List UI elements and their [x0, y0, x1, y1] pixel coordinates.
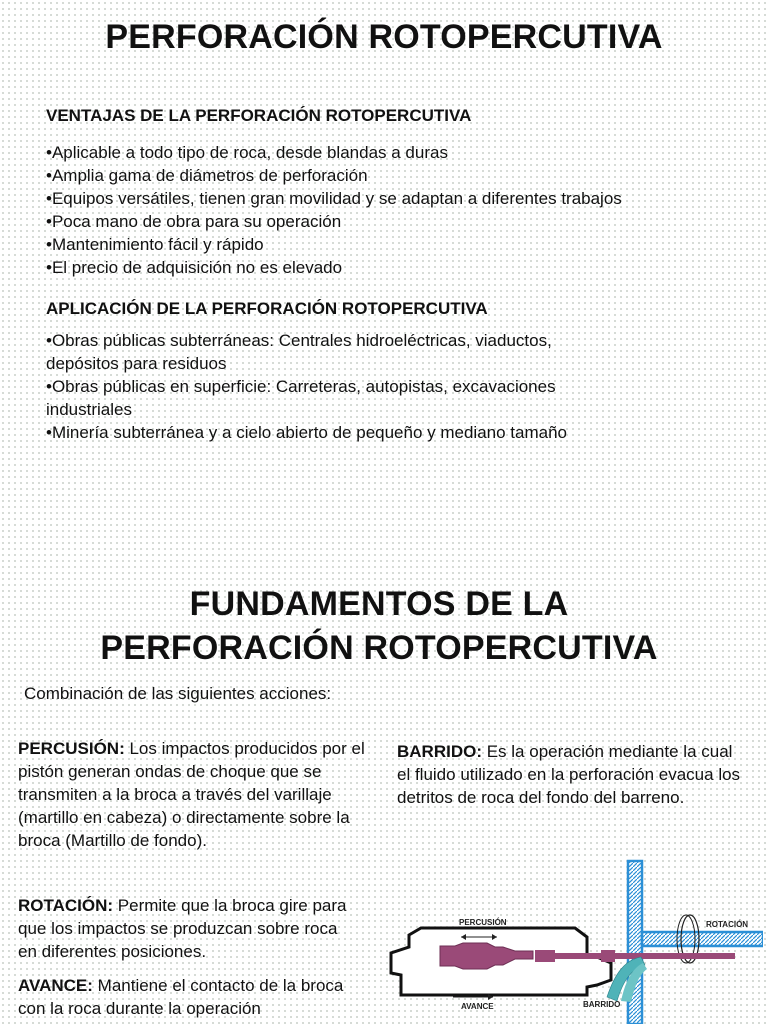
list-item: •Equipos versátiles, tienen gran movilidad y se adaptan a diferentes trabajos	[46, 189, 622, 208]
ventajas-list	[46, 141, 746, 279]
label-rotacion: ROTACIÓN	[706, 920, 749, 929]
section-title-line-1: FUNDAMENTOS DE LA	[189, 585, 569, 623]
drill-rod	[535, 950, 555, 962]
drill-diagram	[385, 855, 763, 1024]
section-title-line-2: PERFORACIÓN ROTOPERCUTIVA	[100, 628, 658, 667]
label-percusion: PERCUSIÓN	[459, 918, 507, 927]
barrido-paragraph	[397, 740, 749, 809]
avance-term: AVANCE:	[18, 976, 93, 995]
list-item: •Minería subterránea y a cielo abierto de pequeño y mediano tamaño	[46, 423, 567, 442]
list-item: •Amplia gama de diámetros de perforación	[46, 166, 368, 185]
list-item: •Mantenimiento fácil y rápido	[46, 235, 264, 254]
water-tube-horizontal	[642, 932, 763, 946]
label-barrido: BARRIDO	[583, 1000, 621, 1009]
percusion-term: PERCUSIÓN:	[18, 739, 125, 758]
barrido-term: BARRIDO:	[397, 742, 482, 761]
avance-paragraph	[18, 974, 358, 1020]
percusion-text: Los impactos producidos por el pistón generan ondas de choque que se transmiten a la broca a través del varillaje (martillo en cabeza) o directamente sobre la broca (Martillo de fondo).	[18, 739, 365, 850]
drill-rod	[555, 953, 605, 959]
drill-rod	[601, 950, 615, 962]
intro-text: Combinación de las siguientes acciones:	[24, 684, 332, 703]
barrido-text: Es la operación mediante la cual el fluido utilizado en la perforación evacua los detritos de roca del fondo del barreno.	[397, 742, 741, 807]
list-item: •Obras públicas en superficie: Carreteras, autopistas, excavaciones industriales	[46, 377, 556, 419]
avance-text: Mantiene el contacto de la broca con la roca durante la operación	[18, 976, 344, 1018]
rotacion-paragraph	[18, 894, 358, 963]
label-avance: AVANCE	[461, 1002, 494, 1011]
ventajas-heading: VENTAJAS DE LA PERFORACIÓN ROTOPERCUTIVA	[46, 106, 472, 125]
list-item: •Obras públicas subterráneas: Centrales hidroeléctricas, viaductos, depósitos para residuos	[46, 331, 552, 373]
aplicacion-list	[46, 329, 626, 444]
percusion-paragraph	[18, 737, 370, 852]
list-item: •El precio de adquisición no es elevado	[46, 258, 343, 277]
page-title: PERFORACIÓN ROTOPERCUTIVA	[105, 18, 663, 56]
list-item: •Aplicable a todo tipo de roca, desde blandas a duras	[46, 143, 448, 162]
drill-rod	[615, 953, 735, 959]
list-item: •Poca mano de obra para su operación	[46, 212, 342, 231]
aplicacion-heading: APLICACIÓN DE LA PERFORACIÓN ROTOPERCUTIVA	[46, 299, 488, 318]
section-title	[0, 583, 758, 669]
rotacion-term: ROTACIÓN:	[18, 896, 114, 915]
rotacion-text: Permite que la broca gire para que los impactos se produzcan sobre roca en diferentes posiciones.	[18, 896, 347, 961]
